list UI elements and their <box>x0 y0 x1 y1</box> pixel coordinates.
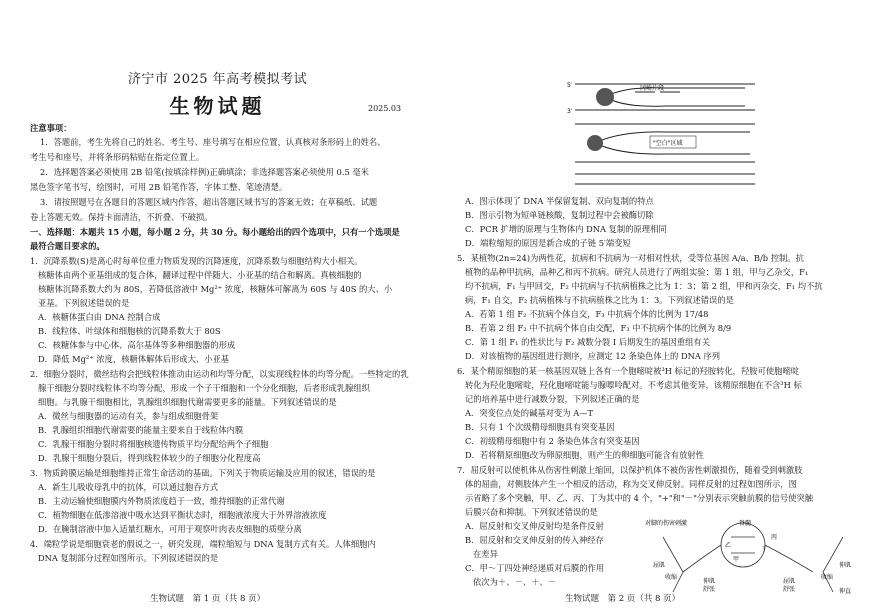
question-6-option: B．只有 1 个次级精母细胞具有突变基因 <box>465 422 615 432</box>
question-5-stem: 病，F₁ 自交，F₂ 抗病植株与不抗病植株之比为 1：3。下列叙述错误的是 <box>465 295 734 305</box>
question-5-option: A．若第 1 组 F₂ 不抗病个体自交，F₃ 中抗病个体的比例为 17/48 <box>465 309 709 319</box>
question-7-option: A．屈反射和交叉伸反射均是条件反射 <box>465 521 604 531</box>
question-6-option: D．若将精原细胞改为卵原细胞，则产生的卵细胞可能含有放射性 <box>465 450 704 460</box>
question-4-option: D．端粒缩短的原因是新合成的子链 5′端变短 <box>465 238 631 248</box>
question-1-stem: 核糖体由两个亚基组成的复合体，翻译过程中伴随大、小亚基的结合和解离。真核细胞的 <box>38 270 362 280</box>
question-6-stem: 转化为羟化胞嘧啶，羟化胞嘧啶能与腺嘌呤配对。不考虑其他变异，该精原细胞在不含³H 标 <box>465 380 802 390</box>
question-3-option: C．植物细胞在低渗溶液中吸水达到平衡状态时，细胞液浓度大于外界溶液浓度 <box>38 510 327 520</box>
question-1-stem: 1．沉降系数(S)是离心时每单位重力物质发现的沉降速度，沉降系数与细胞结构大小相关。 <box>30 256 363 266</box>
end-label: 5′ <box>567 82 573 89</box>
question-2-option: C．乳腺干细胞分裂时将细胞核遗传物质平均分配给两个子细胞 <box>38 439 269 449</box>
section-heading: 一、选择题：本题共 15 小题，每小题 2 分，共 30 分。每小题给出的四个选项中，只有一个选项是 <box>30 227 400 237</box>
flexor-left: 屈肌 <box>653 562 666 569</box>
question-1-option: B．线粒体、叶绿体和细胞核的沉降系数大于 80S <box>38 326 221 336</box>
note-line: 1．答题前，考生先将自己的姓名、考生号、座号填写在相应位置，认真核对条形码上的姓名、 <box>40 137 386 147</box>
question-3-option: D．在腌制溶液中加入适量红糖水，可用于观察叶肉表皮细胞的质壁分离 <box>38 524 302 534</box>
question-3-option: A．新生儿吸收母乳中的抗体，可以通过胞吞方式 <box>38 482 219 492</box>
note-line: 考生号和座号，并将条形码粘贴在指定位置上。 <box>30 152 205 162</box>
question-1-stem: 亚基。下列叙述错误的是 <box>38 298 130 308</box>
question-5-stem: 均不抗病，F₁ 与甲回交，F₂ 中抗病与不抗病植株之比为 1：3；第 2 组，甲和丙杂交，F₁ 均不抗 <box>465 281 823 291</box>
question-5-option: C．第 1 组 F₁ 的性状比与 F₂ 减数分裂 I 后期发生的基因重组有关 <box>465 337 710 347</box>
flexor-right: 屈肌 <box>783 578 796 585</box>
note-line: 2．选择题答案必须使用 2B 铅笔(按填涂样例)正确填涂；非选择题答案必须使用 0.5 毫米 <box>40 167 369 177</box>
okazaki-label: 冈崎片段 <box>640 85 665 92</box>
note-line: 黑色签字笔书写，绘图时，可用 2B 铅笔作答，字体工整、笔迹清楚。 <box>30 182 288 192</box>
question-2-option: A．微丝与细胞器的运动有关，参与组成细胞骨架 <box>38 411 219 421</box>
extensor-right: 伸肌 <box>839 562 852 569</box>
question-2-stem: 2．细胞分裂时，微丝结构会把线粒体推动由运动和均等分配，以实现线粒体的均等分配。一些特定的乳 <box>30 369 409 379</box>
relax-right: 舒张 <box>783 586 796 593</box>
right-column <box>435 0 870 615</box>
question-2-stem: 细胞。与乳腺干细胞相比，乳腺组织细胞代谢需要更多的能量。下列叙述错误的是 <box>38 397 337 407</box>
question-1-option: A．核糖体蛋白由 DNA 控制合成 <box>38 312 161 322</box>
footer-page-1: 生物试题 第 1 页（共 8 页） <box>150 594 266 604</box>
question-3-stem: 3．物质跨膜运输是细胞维持正常生命活动的基础。下列关于物质运输及应用的叙述，错误的是 <box>30 468 376 478</box>
end-label: 3′ <box>567 108 573 115</box>
synapse-ding: 丁 <box>761 546 768 553</box>
exam-date: 2025.03 <box>368 104 402 113</box>
question-3-option: B．主动运输使细胞膜内外物质浓度趋于一致，维持细胞的正常代谢 <box>38 496 285 506</box>
question-7-stem: 后膜兴奋和抑制。下列叙述错误的是 <box>465 507 598 517</box>
extensor-left: 伸肌 <box>703 578 716 585</box>
reflex-arc-diagram <box>643 517 865 597</box>
question-7-option: 依次为＋、－、＋、－ <box>473 577 556 587</box>
question-2-option: D．乳腺干细胞分裂后，得到线粒体较少的子细胞分化程度高 <box>38 453 261 463</box>
subject-title: 生物试题 <box>169 94 266 118</box>
question-7-option: 在差异 <box>473 549 498 559</box>
notes-title: 注意事项： <box>30 123 72 133</box>
note-line: 卷上答题无效。保持卡面清洁，不折叠、不破损。 <box>30 212 213 222</box>
footer-page-2: 生物试题 第 2 页（共 8 页） <box>565 594 681 604</box>
question-4-option: A．图示体现了 DNA 半保留复制、双向复制的特点 <box>465 196 654 206</box>
question-5-stem: 5．某植物(2n=24)为两性花，抗病和不抗病为一对相对性状，受等位基因 A/a、B/b 控制。抗 <box>457 253 804 263</box>
question-7-option: C．甲～丁四处神经递质对后膜的作用 <box>465 563 605 573</box>
question-1-option: D．降低 Mg²⁺ 浓度，核糖体解体后形成大、小亚基 <box>38 354 230 364</box>
question-2-stem: 腺干细胞分裂时线粒体不均等分配，形成一个子干细胞和一个分化细胞，后者形成乳腺组织 <box>38 383 370 393</box>
question-6-stem: 6．某个精原细胞的某一核基因双链上各有一个胞嘧啶被³H 标记的羟胺转化，羟胺可使胞嘧啶 <box>457 366 800 376</box>
question-1-stem: 核糖体沉降系数大约为 80S，若降低溶液中 Mg²⁺ 浓度，核糖体可解离为 60S 与 40S 的大、小 <box>38 284 393 294</box>
question-5-option: B．若第 2 组 F₂ 中不抗病个体自由交配，F₃ 中不抗病个体的比例为 8/9 <box>465 323 732 333</box>
question-4-option: C．PCR 扩增的原理与生物体内 DNA 复制的原理相同 <box>465 224 667 234</box>
question-7-stem: 示省略了多个突触，甲、乙、丙、丁为其中的 4 个，"+"和"－"分别表示突触前膜的信号使突触 <box>465 493 814 503</box>
spinal-label: 脊髓 <box>739 520 752 527</box>
gap-label: "空白"区域 <box>653 140 683 147</box>
question-2-option: B．乳腺组织细胞代谢需要的能量主要来自于线粒体内膜 <box>38 425 244 435</box>
note-line: 3．请按照题号在各题目的答题区域内作答，超出答题区域书写的答案无效；在草稿纸、试题 <box>40 197 378 207</box>
question-7-stem: 体的屈曲，对侧肢体产生一个相反的活动，称为交叉伸反射。同样反射的过程如图所示，图 <box>465 479 797 489</box>
question-6-stem: 记的培养基中进行减数分裂，下列叙述正确的是 <box>465 394 640 404</box>
question-6-option: C．初级精母细胞中有 2 条染色体含有突变基因 <box>465 436 640 446</box>
question-4-stem: 4．端粒学说是细胞衰老的假说之一，研究发现，端粒缩短与 DNA 复制方式有关。人体细胞内 <box>30 539 376 549</box>
question-4-option: B．图示引物为短单链核酸，复制过程中会被酶切除 <box>465 210 654 220</box>
question-1-option: C．核糖体参与中心体、高尔基体等多种细胞器的形成 <box>38 340 236 350</box>
question-7-stem: 7．屈反射可以使机体从伤害性刺激上缩回，以保护机体不被伤害性刺激损伤，随着受到刺激肢 <box>457 465 803 475</box>
question-7-option: B．屈反射和交叉伸反射的传入神经存 <box>465 535 604 545</box>
stimulus-label: 对脚的伤害刺激 <box>645 520 688 527</box>
dna-replication-diagram <box>565 76 765 194</box>
contract-right: 收缩 <box>821 574 834 581</box>
question-5-stem: 植物的品种甲抗病，品种乙和丙不抗病。研究人员进行了两组实验：第 1 组，甲与乙杂交，F₁ <box>465 267 809 277</box>
relax-left: 舒张 <box>703 586 716 593</box>
question-5-option: D．对该植物的基因组进行测序，应测定 12 条染色体上的 DNA 序列 <box>465 351 721 361</box>
synapse-jia: 甲 <box>733 556 740 563</box>
section-heading: 最符合题目要求的。 <box>30 241 105 251</box>
synapse-yi: 乙 <box>725 542 732 549</box>
stand-label: 伸直 <box>839 588 852 595</box>
contract-left: 收缩 <box>665 574 678 581</box>
question-6-option: A．突变位点处的碱基对变为 A—T <box>465 408 594 418</box>
exam-title: 济宁市 2025 年高考模拟考试 <box>127 72 308 87</box>
question-4-stem: DNA 复制部分过程如图所示。下列叙述错误的是 <box>38 553 219 563</box>
synapse-bing: 丙 <box>771 534 778 541</box>
